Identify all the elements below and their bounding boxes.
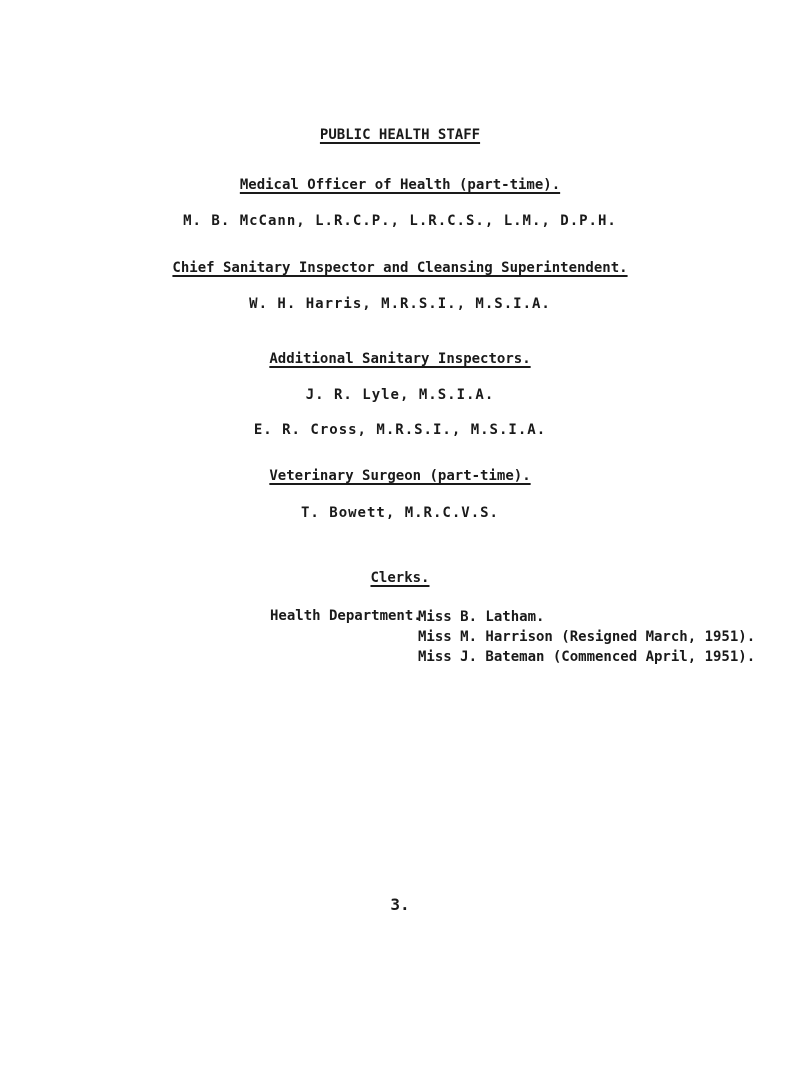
- section-heading-veterinary-surgeon: Veterinary Surgeon (part-time).: [269, 468, 531, 484]
- clerk-name: Miss B. Latham.: [418, 609, 545, 625]
- clerks-department: Health Department.: [270, 608, 422, 624]
- clerks-list: [0, 607, 800, 687]
- clerk-name: Miss M. Harrison (Resigned March, 1951).: [418, 629, 756, 645]
- page-number: 3.: [390, 895, 410, 914]
- additional-inspector-name: J. R. Lyle, M.S.I.A.: [305, 387, 495, 403]
- page-title: PUBLIC HEALTH STAFF: [319, 127, 481, 143]
- chief-sanitary-inspector-name: W. H. Harris, M.R.S.I., M.S.I.A.: [249, 296, 551, 312]
- additional-inspector-name: E. R. Cross, M.R.S.I., M.S.I.A.: [253, 422, 547, 438]
- section-heading-additional-inspectors: Additional Sanitary Inspectors.: [269, 351, 531, 367]
- section-heading-medical-officer: Medical Officer of Health (part-time).: [239, 177, 561, 193]
- clerk-name: Miss J. Bateman (Commenced April, 1951).: [418, 649, 756, 665]
- section-heading-chief-sanitary-inspector: Chief Sanitary Inspector and Cleansing Superintendent.: [172, 260, 628, 276]
- section-heading-clerks: Clerks.: [370, 570, 430, 586]
- veterinary-surgeon-name: T. Bowett, M.R.C.V.S.: [300, 505, 499, 521]
- clerks-names: [418, 607, 798, 667]
- medical-officer-name: M. B. McCann, L.R.C.P., L.R.C.S., L.M., D.P.H.: [183, 213, 617, 229]
